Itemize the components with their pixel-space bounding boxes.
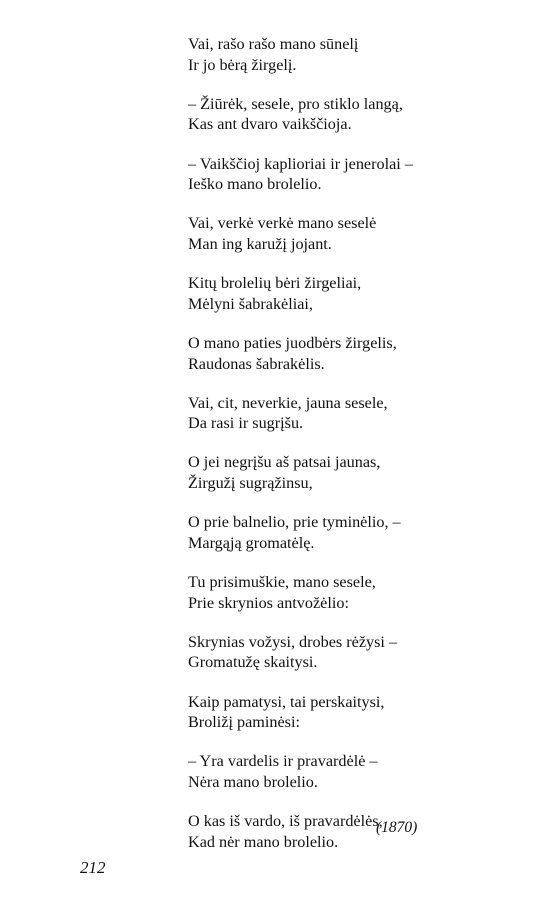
stanza [188, 213, 478, 254]
poem-line: Tu prisimuškie, mano sesele, [188, 573, 376, 592]
poem-line: – Žiūrėk, sesele, pro stiklo langą, [188, 94, 403, 113]
poem-line: Skrynias vožysi, drobes rėžysi – [188, 632, 398, 651]
stanza [188, 512, 478, 553]
stanza [188, 692, 478, 733]
stanza [188, 333, 478, 374]
poem-line: Žirgužį sugrąžinsu, [188, 474, 313, 493]
stanza [188, 632, 478, 673]
poem-line: Raudonas šabrakėlis. [188, 354, 325, 373]
poem-line: Ir jo bėrą žirgelį. [188, 55, 297, 74]
page-number: 212 [80, 858, 106, 877]
poem-line: Margąją gromatėlę. [188, 533, 315, 552]
poem-line: Ieško mano brolelio. [188, 175, 322, 194]
poem-line: O mano paties juodbėrs žirgelis, [188, 333, 397, 352]
poem-line: Kaip pamatysi, tai perskaitysi, [188, 692, 385, 711]
poem-line: Kas ant dvaro vaikščioja. [188, 115, 352, 134]
poem-line: Man ing karužį jojant. [188, 234, 332, 253]
poem-line: Gromatužę skaitysi. [188, 653, 318, 672]
poem [188, 34, 478, 871]
stanza [188, 273, 478, 314]
poem-line: Vai, cit, neverkie, jauna sesele, [188, 393, 388, 412]
poem-line: O jei negrįšu aš patsai jaunas, [188, 453, 381, 472]
stanza [188, 452, 478, 493]
poem-line: – Yra vardelis ir pravardėlė – [188, 752, 378, 771]
stanza [188, 572, 478, 613]
poem-line: Kad nėr mano brolelio. [188, 832, 339, 851]
poem-line: Broližį paminėsi: [188, 713, 300, 732]
poem-line: O kas iš vardo, iš pravardėlės, [188, 812, 383, 831]
poem-line: Nėra mano brolelio. [188, 772, 318, 791]
stanza [188, 393, 478, 434]
poem-date: (1870) [376, 819, 418, 836]
stanza [188, 154, 478, 195]
poem-line: Vai, verkė verkė mano seselė [188, 214, 377, 233]
stanza [188, 751, 478, 792]
poem-line: Vai, rašo rašo mano sūnelį [188, 35, 359, 53]
poem-line: O prie balnelio, prie tyminėlio, – [188, 513, 401, 532]
poem-line: Prie skrynios antvožėlio: [188, 593, 349, 612]
poem-line: – Vaikščioj kaplioriai ir jenerolai – [188, 154, 413, 173]
stanza [188, 34, 478, 75]
stanza [188, 94, 478, 135]
stanza [188, 811, 478, 852]
poem-line: Da rasi ir sugrįšu. [188, 414, 304, 433]
poem-line: Mėlyni šabrakėliai, [188, 294, 313, 313]
poem-line: Kitų brolelių bėri žirgeliai, [188, 274, 362, 293]
